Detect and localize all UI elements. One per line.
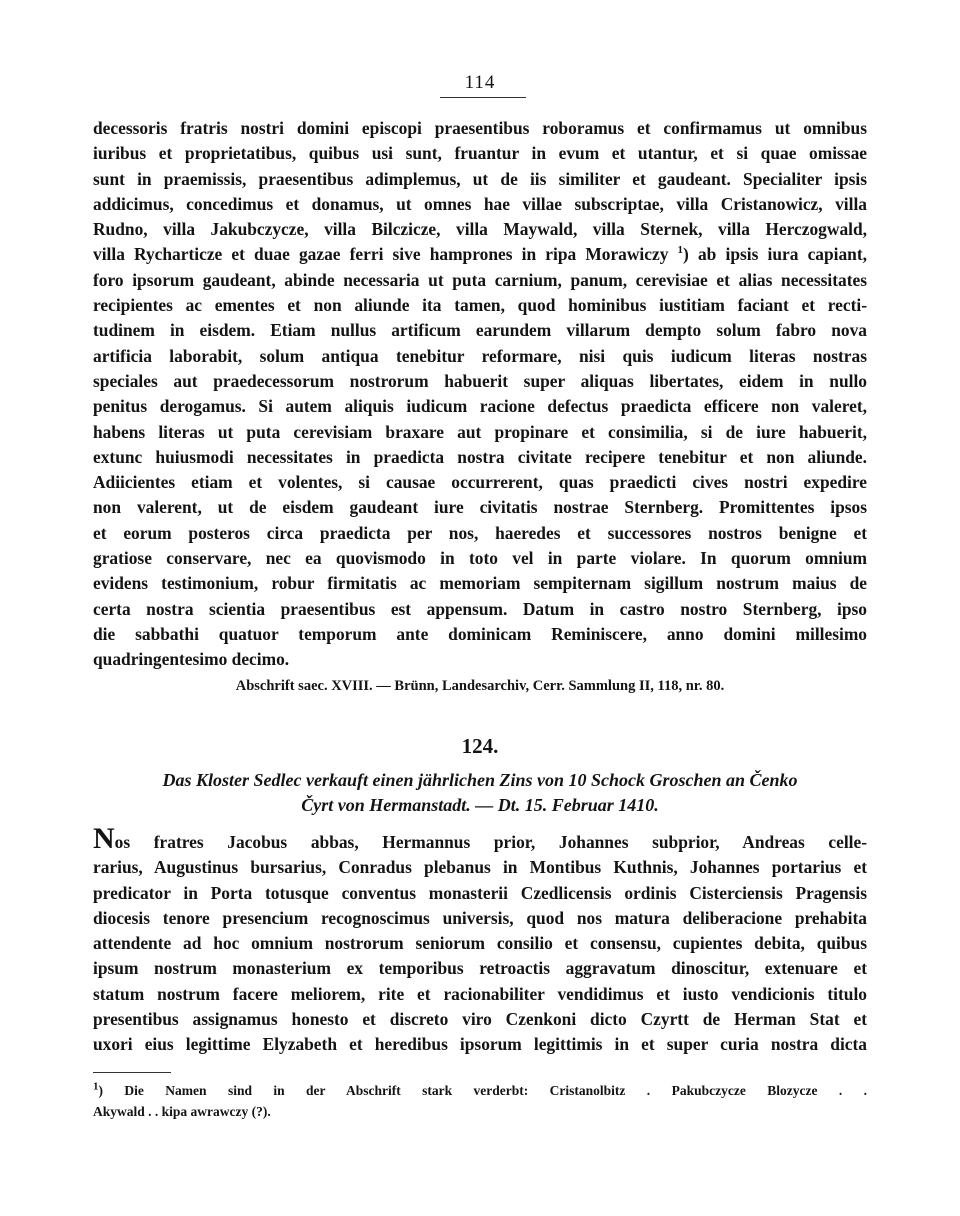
text-line: penitus derogamus. Si autem aliquis iudicum racione defectus praedicta efficere non valeret, [93, 396, 867, 417]
text-line: die sabbathi quatuor temporum ante dominicam Reminiscere, anno domini millesimo [93, 623, 867, 644]
text-line: statum nostrum facere meliorem, rite et racionabiliter vendidimus et iusto vendicionis titulo [93, 983, 867, 1004]
page-number: 114 [464, 72, 496, 93]
text-line: habens literas ut puta cerevisiam braxare aut propinare et consimilia, si de iure habuerit, [93, 421, 867, 442]
text-line: foro ipsorum gaudeant, abinde necessaria ut puta carnium, panum, cerevisiae et alias necessitates [93, 269, 867, 290]
text-line: predicator in Porta totusque conventus monasterii Czedlicensis ordinis Cisterciensis Pragensis [93, 882, 867, 903]
text-line: addicimus, concedimus et donamus, ut omnes hae villae subscriptae, villa Cristanowicz, villa [93, 193, 867, 214]
text-line: quadringentesimo decimo. [93, 649, 290, 670]
text-line: extunc huiusmodi necessitates in praedicta nostra civitate recipere tenebitur et non aliunde. [93, 446, 867, 467]
text-line: non valerent, ut de eisdem gaudeant iure civitatis nostrae Sternberg. Promittentes ipsos [93, 497, 867, 518]
initial-letter: N [93, 822, 115, 855]
text-line: uxori eius legittime Elyzabeth et heredibus ipsorum legittimis in et super curia nostra dicta [93, 1034, 867, 1055]
footnote-marker: 1 [93, 1080, 99, 1093]
footnote-line [93, 1080, 867, 1101]
text-line: sunt in praemissis, praesentibus adimplemus, ut de iis similiter et gaudeant. Specialiter ipsis [93, 168, 867, 189]
charter-text [93, 116, 867, 673]
text-line: iuribus et proprietatibus, quibus usi sunt, fruantur in evum et utantur, et si quae omissae [93, 143, 867, 164]
text-line: Rudno, villa Jakubczycze, villa Bilczicze, villa Maywald, villa Sternek, villa Herczogwald, [93, 219, 867, 240]
text-line: evidens testimonium, robur firmitatis ac memoriam sempiternam sigillum nostrum maius de [93, 573, 867, 594]
text-line: rarius, Augustinus bursarius, Conradus plebanus in Montibus Kuthnis, Johannes portarius et [93, 857, 867, 878]
document-title [93, 768, 867, 818]
text-line: artificia laborabit, solum antiqua tenebitur reformare, nisi quis iudicum literas nostras [93, 345, 867, 366]
text-segment: villa Rycharticze et duae gazae ferri sive hamprones in ripa Morawiczy [93, 244, 669, 265]
header-rule [440, 97, 526, 98]
text-line: tudinem in eisdem. Etiam nullus artificum earundem villarum dempto solum fabro nova [93, 320, 867, 341]
text-line: certa nostra scientia praesentibus est appensum. Datum in castro nostro Sternberg, ipso [93, 598, 867, 619]
text-segment: ) Die Namen sind in der Abschrift stark verderbt: Cristanolbitz . Pakubczycze Blozycze . . [98, 1083, 867, 1098]
text-line: ipsum nostrum monasterium ex temporibus retroactis aggravatum dinoscitur, extenuare et [93, 958, 867, 979]
text-line: attendente ad hoc omnium nostrorum seniorum consilio et consensu, cupientes debita, quibus [93, 933, 867, 954]
text-line: gratiose conservare, nec ea quovismodo in toto vel in parte violare. In quorum omnium [93, 548, 867, 569]
source-note: Abschrift saec. XVIII. — Brünn, Landesarchiv, Cerr. Sammlung II, 118, nr. 80. [235, 678, 725, 694]
text-line: recipientes ac ementes et non aliunde ita tamen, quod hominibus iustitiam faciant et recti- [93, 295, 867, 316]
footnote-rule [93, 1072, 171, 1073]
text-line: decessoris fratris nostri domini episcopi praesentibus roboramus et confirmamus ut omnibus [93, 118, 867, 138]
title-line: Čyrt von Hermanstadt. — Dt. 15. Februar 1410. [301, 795, 659, 815]
text-line-with-footnote [93, 242, 867, 267]
text-line [93, 822, 867, 855]
charter-text-124 [93, 822, 867, 1058]
text-segment: ) ab ipsis iura capiant, [683, 244, 867, 265]
title-line: Das Kloster Sedlec verkauft einen jährlichen Zins von 10 Schock Groschen an Čenko [162, 770, 798, 790]
text-line: presentibus assignamus honesto et discreto viro Czenkoni dicto Czyrtt de Herman Stat et [93, 1009, 867, 1030]
text-line: et eorum posteros circa praedicta per nos, haeredes et successores nostros benigne et [93, 522, 867, 543]
footnote [93, 1080, 867, 1122]
text-line: diocesis tenore presencium recognoscimus universis, quod nos matura deliberacione prehabita [93, 907, 867, 928]
text-line: Adiicientes etiam et volentes, si causae occurrerent, quas praedicti cives nostri expedire [93, 472, 867, 493]
document-number: 124. [461, 734, 499, 758]
footnote-ref[interactable]: 1 [677, 244, 684, 257]
text-segment: os fratres Jacobus abbas, Hermannus prior, Johannes subprior, Andreas celle- [114, 832, 867, 852]
text-line: speciales aut praedecessorum nostrorum habuerit super aliquas libertates, eidem in nullo [93, 370, 867, 391]
footnote-line: Akywald . . kipa awrawczy (?). [93, 1104, 271, 1119]
